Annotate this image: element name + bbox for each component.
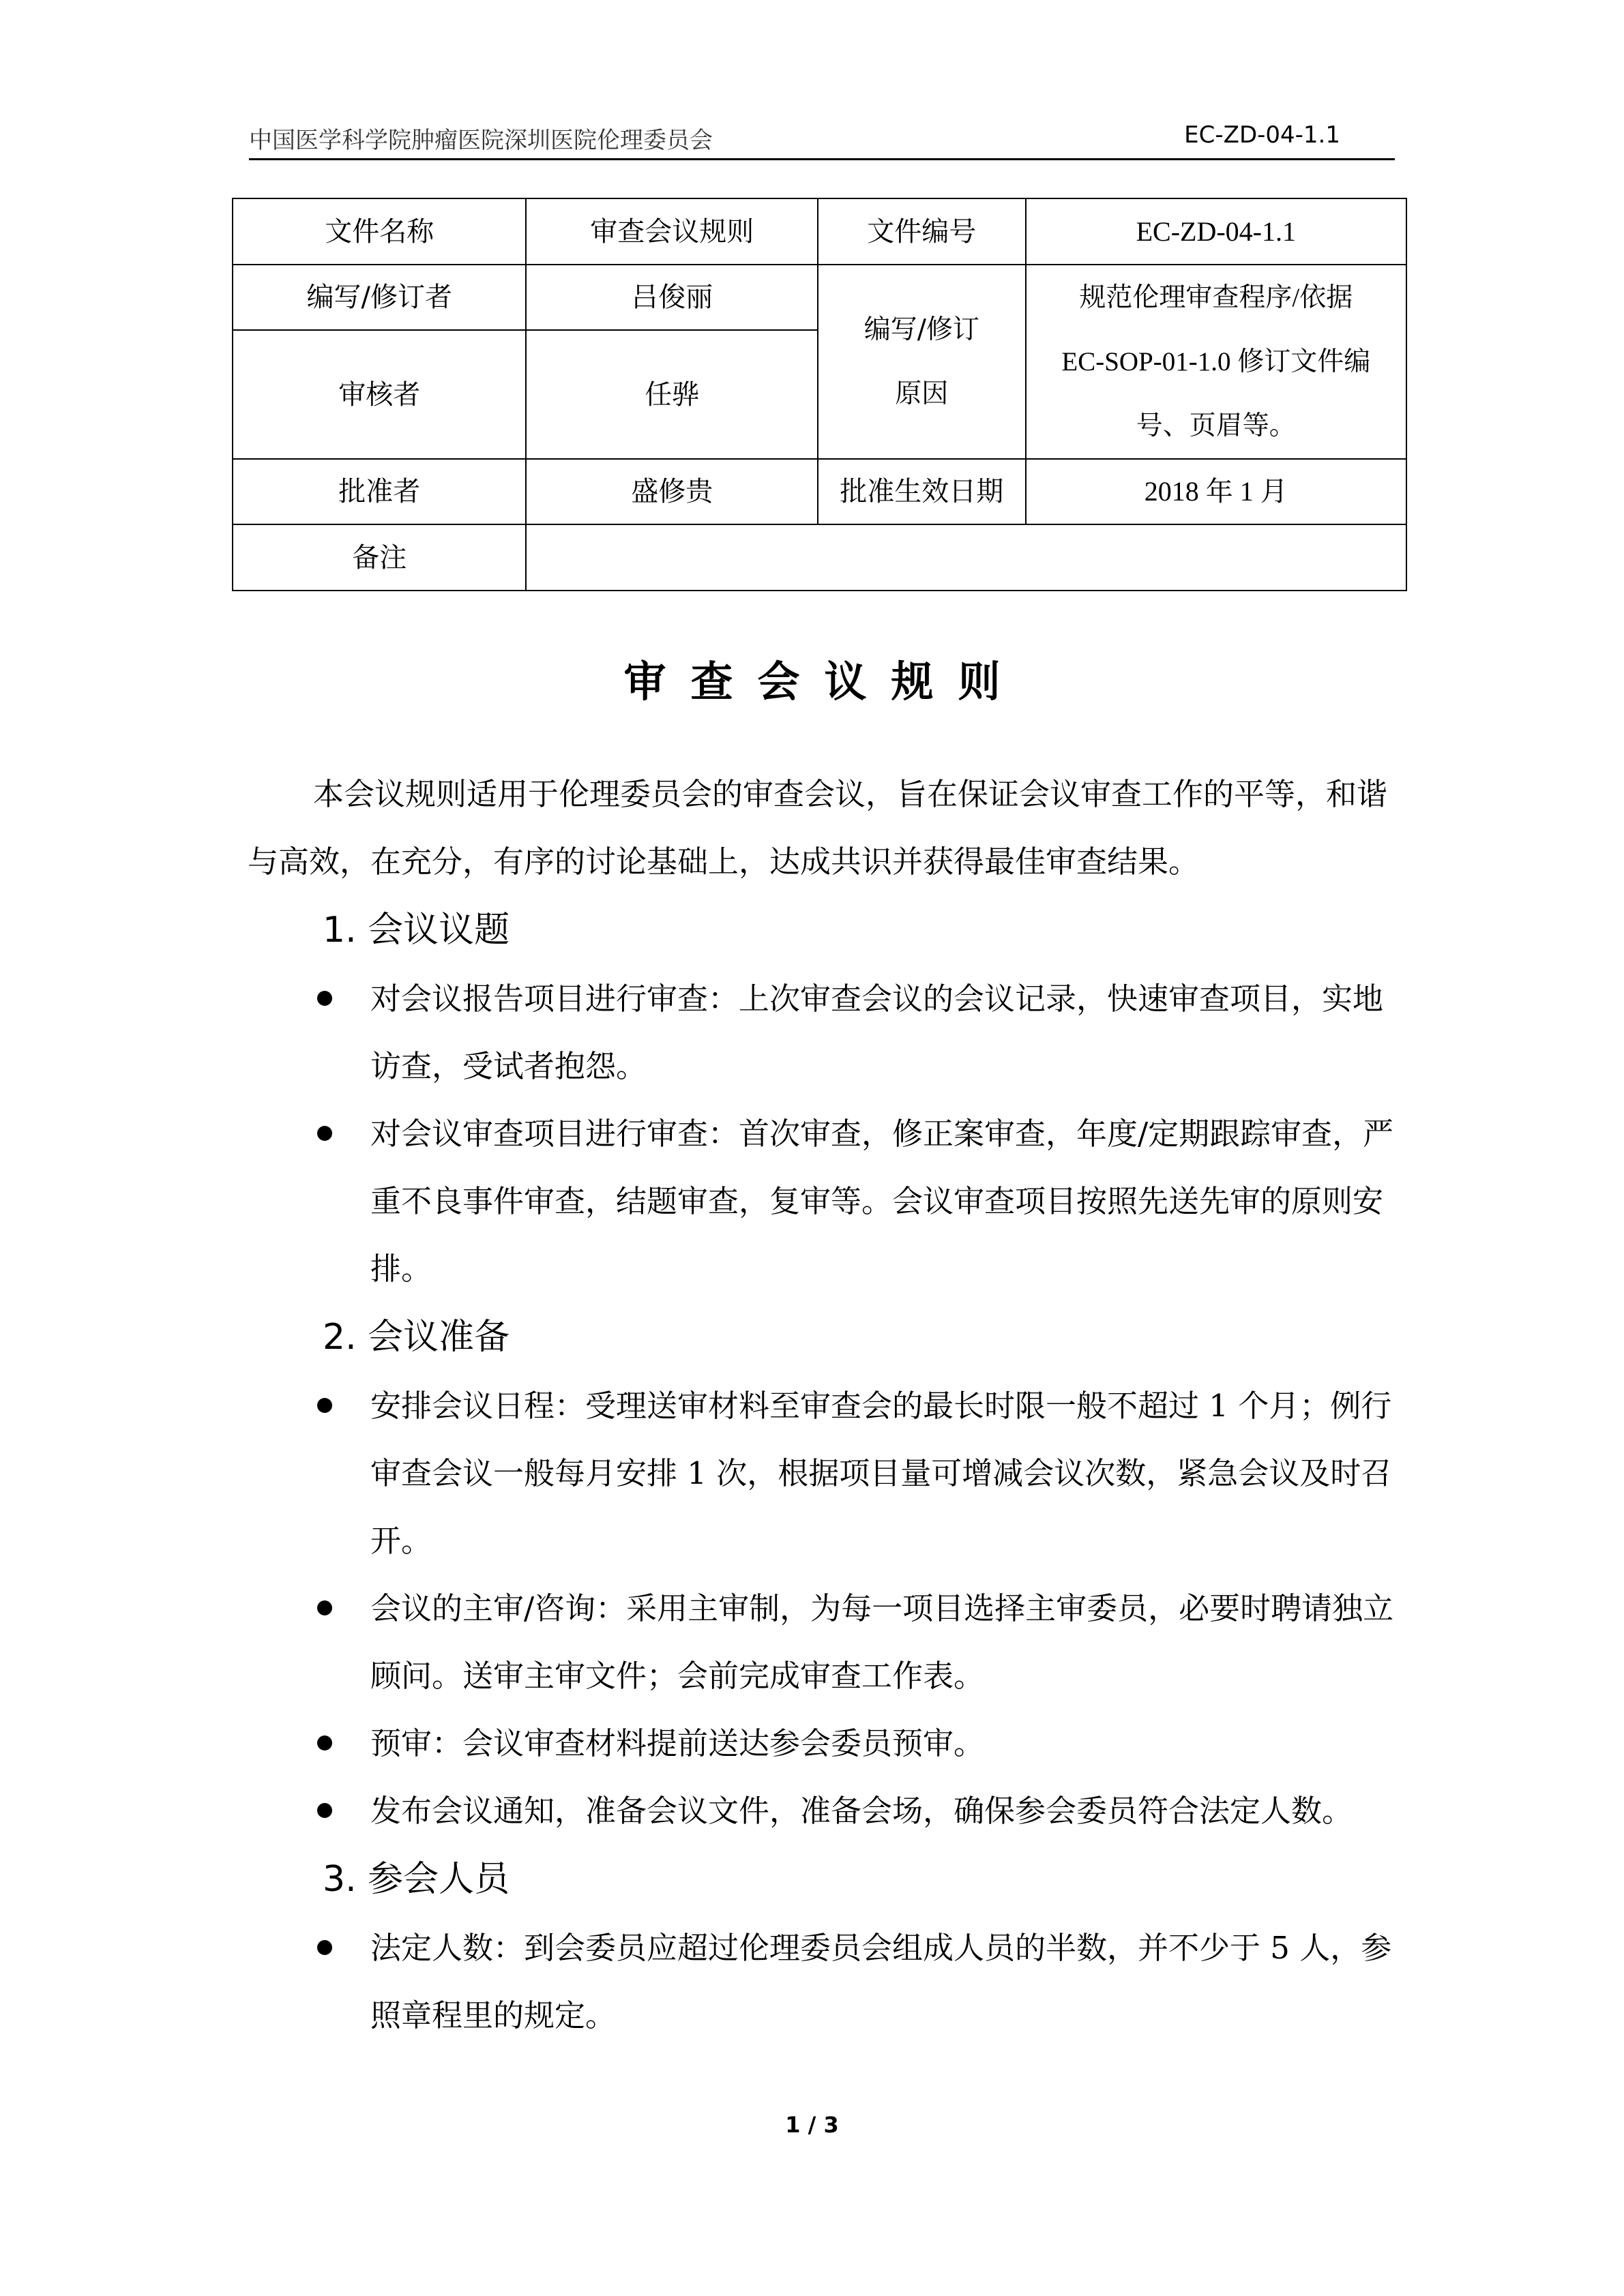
file-number-value: EC-ZD-04-1.1 <box>1026 198 1406 265</box>
info-row-name <box>233 198 1406 265</box>
section-heading: 2. 会议准备 <box>323 1317 510 1358</box>
writer-value: 吕俊丽 <box>526 265 817 330</box>
bullet-icon <box>317 991 332 1006</box>
list-item: 发布会议通知，准备会议文件，准备会场，确保参会委员符合法定人数。 <box>248 1777 1400 1845</box>
effective-date-label: 批准生效日期 <box>818 459 1026 524</box>
info-row-approver <box>233 459 1406 524</box>
approver-label: 批准者 <box>233 459 526 524</box>
bullet-icon <box>317 1803 332 1818</box>
list-item: 对会议审查项目进行审查：首次审查，修正案审查，年度/定期跟踪审查，严重不良事件审查，结题审查，复审等。会议审查项目按照先送先审的原则安排。 <box>248 1100 1400 1302</box>
intro-paragraph: 本会议规则适用于伦理委员会的审查会议，旨在保证会议审查工作的平等，和谐与高效，在充分，有序的讨论基础上，达成共识并获得最佳审查结果。 <box>248 776 1388 880</box>
section-list <box>248 1372 1400 1845</box>
approver-value: 盛修贵 <box>526 459 817 524</box>
document-info-table <box>232 198 1407 591</box>
remark-value <box>526 524 1406 591</box>
revision-reason-line1: 规范伦理审查程序/依据 <box>1079 282 1353 312</box>
section-heading: 3. 参会人员 <box>323 1859 510 1900</box>
file-name-value: 审查会议规则 <box>526 198 817 265</box>
reviewer-value: 任骅 <box>526 330 817 459</box>
section-heading: 1. 会议议题 <box>323 910 510 951</box>
header-document-code: EC-ZD-04-1.1 <box>1184 121 1340 149</box>
info-row-writer <box>233 265 1406 330</box>
section-list <box>248 965 1400 1302</box>
list-item: 法定人数：到会委员应超过伦理委员会组成人员的半数，并不少于 5 人，参照章程里的规定。 <box>248 1914 1400 2049</box>
bullet-icon <box>317 1735 332 1750</box>
revision-reason-line2: EC-SOP-01-1.0 修订文件编 <box>1061 346 1371 376</box>
revision-reason-label <box>818 265 1026 459</box>
bullet-icon <box>317 1940 332 1955</box>
revision-reason-line3: 号、页眉等。 <box>1136 411 1296 441</box>
info-row-remark <box>233 524 1406 591</box>
file-number-label: 文件编号 <box>818 198 1026 265</box>
file-name-label: 文件名称 <box>233 198 526 265</box>
remark-label: 备注 <box>233 524 526 591</box>
effective-date-value: 2018 年 1 月 <box>1026 459 1406 524</box>
header-organization: 中国医学科学院肿瘤医院深圳医院伦理委员会 <box>249 127 713 154</box>
bullet-icon <box>317 1398 332 1413</box>
list-item: 安排会议日程：受理送审材料至审查会的最长时限一般不超过 1 个月；例行审查会议一般每月安排 1 次，根据项目量可增减会议次数，紧急会议及时召开。 <box>248 1372 1400 1575</box>
document-body <box>248 760 1400 2049</box>
revision-reason-value <box>1026 265 1406 459</box>
revision-reason-label-line2: 原因 <box>895 378 949 409</box>
writer-label: 编写/修订者 <box>233 265 526 330</box>
bullet-icon <box>317 1126 332 1141</box>
reviewer-label: 审核者 <box>233 330 526 459</box>
revision-reason-label-line1: 编写/修订 <box>863 314 979 345</box>
list-item: 对会议报告项目进行审查：上次审查会议的会议记录，快速审查项目，实地访查，受试者抱怨。 <box>248 965 1400 1100</box>
page-number: 1 / 3 <box>785 2112 839 2138</box>
bullet-icon <box>317 1600 332 1615</box>
list-item: 会议的主审/咨询：采用主审制，为每一项目选择主审委员，必要时聘请独立顾问。送审主审文件；会前完成审查工作表。 <box>248 1575 1400 1710</box>
document-title: 审查会议规则 <box>623 657 1025 706</box>
section-list <box>248 1914 1400 2049</box>
page-header <box>249 116 1395 160</box>
list-item: 预审：会议审查材料提前送达参会委员预审。 <box>248 1710 1400 1777</box>
